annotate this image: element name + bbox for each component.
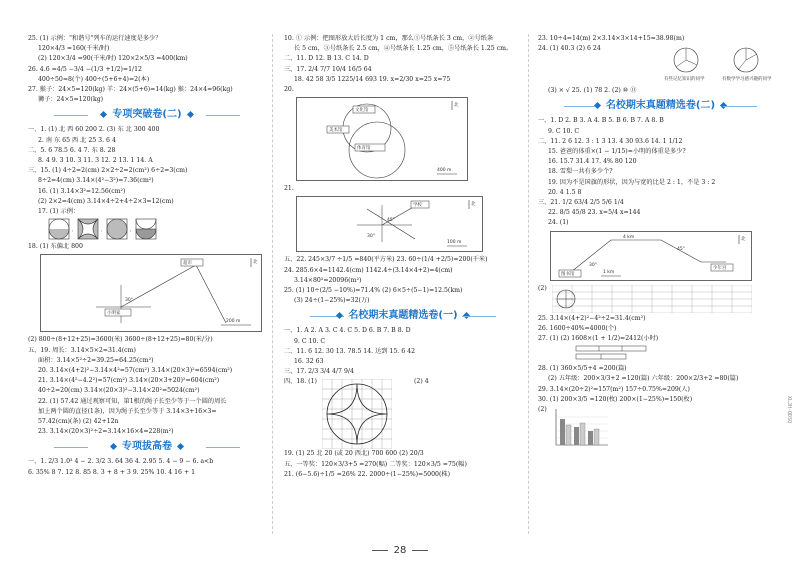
answer-line: 二、11. 6 12. 30 13. 78.5 14. 达到 15. 6 42	[284, 347, 416, 355]
answer-line: 一、1. 2/3 1.0³ 4 − 2. 3/2 3. 64 36 4. 2.95 5. 4 − 9 − 6. a<b	[28, 458, 214, 466]
answer-line: 28. (1) 360×5/5+4 =200(篇)	[538, 365, 627, 373]
answer-line: 一、1. D 2. B 3. A 4. B 5. B 6. B 7. A 8. B	[538, 117, 664, 125]
answer-line: 20. 4 1.5 8	[548, 188, 582, 196]
answer-line: 22. 8/5 45/8 23. x=5/4 x=144	[548, 209, 641, 217]
answer-line: 15. 爸爸的体重×(1 − 1/15)=小明的体重是多少?	[548, 148, 686, 156]
angle-label: 45°	[387, 218, 395, 224]
column-divider	[528, 34, 529, 534]
section-title: 名校期末真题精选卷(一)	[284, 306, 522, 326]
bar	[566, 425, 571, 445]
answer-column-3	[538, 34, 783, 451]
q18-grid-figure	[322, 379, 392, 449]
scale-label: 4 km	[623, 234, 635, 240]
answer-line: 18. 42 58 3/5 1225/14 693 19. x=2/30 x=25 x=75	[294, 75, 451, 83]
answer-line: 400÷50=8(个) 400÷(5+6+4)=2(本)	[38, 75, 150, 83]
q24-row	[538, 44, 783, 86]
answer-line: 120×4/3 =160(千米/时)	[38, 45, 110, 53]
q30-chart-row	[538, 405, 783, 451]
answer-line: 25. (1) 10÷(2/5 −10%)=71.4% (2) 6×5÷(5−1)=12.5(km)	[284, 287, 463, 295]
place-label: 文化馆	[355, 108, 369, 114]
q18-map-figure	[40, 254, 262, 332]
answer-line: 二、11. 2 6 12. 3 : 1 3 13. 4 30 93.6 14. 1 1/12	[538, 137, 683, 145]
answer-line: 16. (1) 3.14×3²=12.56(cm²)	[38, 187, 126, 195]
answer-line: 19. 因为不是国旗的形状，因为与宽的比是 2 : 1，不是 3 : 2	[548, 178, 716, 186]
bar	[560, 419, 565, 445]
answer-line: 26. 1600÷40%=4000(个)	[538, 324, 617, 332]
pie-caption: 有些记忆知识的同学	[664, 77, 705, 83]
answer-line: 面积：3.14×5²÷2=39.25=64.25(cm²)	[38, 356, 154, 364]
bar	[594, 429, 599, 445]
answer-line: 一、1. A 2. A 3. C 4. C 5. D 6. B 7. B 8. D	[284, 327, 411, 335]
answer-line: 27. 猴子：24×5=120(kg) 羊：24×(5+6)=14(kg) 猴：24×4=96(kg)	[28, 86, 233, 94]
answer-line: 23. 3.14×(20×3)²÷2=3.14×16×4=228(m²)	[38, 428, 174, 436]
answer-line: 21. 3.14×(4²−4.2²)=57(cm²) 3.14×(20×3+20)²=604(cm²)	[38, 377, 220, 385]
answer-line: 五、22. 245×3/7 ÷1/5 =840(平方米) 23. 60÷(1/4 +2/5)=200(千米)	[284, 256, 488, 264]
answer-line: 长 5 cm，③号纸条长 2.5 cm，④号纸条长 1.25 cm，⑤号纸条长 1.25 cm。	[294, 45, 513, 53]
answer-line: 30. (1) 200×3/5 =120(枚) 200×(1−25%)=150(枚)	[538, 395, 693, 403]
answer-line: 3.14×80²=20096(m²)	[294, 276, 362, 284]
section-title: 名校期末真题精选卷(二)	[538, 96, 783, 116]
column-divider	[272, 34, 273, 534]
angle-label: 30°	[367, 234, 375, 240]
answer-line: 狮子：24×5=120(kg)	[38, 96, 104, 104]
answer-line: (2) 五年级：200×3/3+2 =120(篇) 六年级：200×2/3+2 =80(篇)	[548, 375, 739, 383]
answer-line: (2)	[538, 406, 547, 414]
svg-text:,: ,	[101, 228, 103, 234]
answer-line: (3) × √ 25. (1) 78 2. (2) ⑩ ⑪	[548, 87, 637, 95]
side-code: XLJH-QDSQ	[786, 396, 792, 424]
angle-label: 45°	[677, 246, 685, 252]
pie-caption: 有数学学习感兴趣的同学	[722, 77, 772, 83]
answer-line: 57.42(cm)(条) (2) 42+12n	[38, 418, 119, 426]
scale-label: 100 m	[447, 240, 462, 246]
place-label: 小明家	[107, 311, 121, 317]
bar	[580, 423, 585, 445]
answer-line: 24. (1)	[548, 219, 569, 227]
bar	[588, 431, 593, 445]
north-label: 北	[454, 103, 459, 109]
answer-line: 9. C 10. C	[294, 337, 326, 345]
page-number: 28	[0, 545, 800, 556]
q27-bar-figure	[574, 344, 783, 362]
scale-label: 200 m	[226, 319, 241, 325]
answer-line: 40÷2=20(cm) 3.14×(20×3)²−3.14×20²=5024(cm²)	[38, 387, 200, 395]
answer-line: 18. 雪梨一共有多少个?	[548, 168, 613, 176]
q30-bar-chart	[550, 407, 610, 451]
section-title: 专项拔高卷	[28, 437, 266, 457]
answer-line: 三、17. 2/3 3/4 4/7 9/4	[284, 368, 354, 376]
answer-line: 17. (1) 示例：	[38, 208, 80, 216]
answer-line: 18. (1) 东偏北 800	[28, 243, 83, 251]
answer-line: 三、21. 1/2 63/4 2/5 5/6 1/4	[538, 199, 624, 207]
answer-line: 25. (1) 示例："和谐号"列车的运行速度是多少？	[28, 35, 162, 42]
answer-line: 24. (1) 40.3 (2) 6 24	[538, 45, 601, 53]
answer-line: 20.	[284, 86, 294, 94]
answer-line: 9. C 10. C	[548, 127, 580, 135]
scale-label: 400 m	[437, 168, 452, 174]
angle-label: 30°	[589, 262, 597, 268]
answer-line: 二、11. D 12. B 13. C 14. D	[284, 55, 369, 63]
q21-route-figure	[296, 196, 483, 252]
north-label: 北	[253, 260, 258, 266]
place-label: 超市	[183, 261, 192, 267]
q17-pattern-figure	[48, 218, 266, 240]
answer-line: 加上两个圆的直径(1条)，因为绳子长至少等于 3.14×3+16×3=	[38, 407, 217, 415]
answer-column-1	[28, 34, 266, 478]
q24-route-figure	[550, 231, 752, 281]
answer-line: 20. 3.14×(4+2)²−3.14×4²=57(cm²) 3.14×(20×3)²=6594(cm²)	[38, 367, 233, 375]
place-label: 学校	[413, 203, 422, 209]
north-label: 北	[741, 236, 746, 242]
svg-text:,: ,	[130, 228, 132, 234]
angle-label: 30°	[125, 298, 133, 304]
answer-line: 二、5. 6 78.5 6. 4 7. 东 8. 28	[28, 146, 116, 154]
answer-line: (3) 24÷(1−25%)=32(万)	[294, 297, 370, 305]
answer-line: (2) 4	[414, 378, 429, 386]
answer-line: 8. 4 9. 3 10. 3 11. 3 12. 2 13. 1 14. A	[38, 157, 153, 165]
place-label: 体育馆	[357, 146, 371, 152]
answer-line: 22. (1) 57.42 通过观察可知，第1根的绳子长至少等于一个圆的周长	[38, 397, 227, 405]
q18-figure-row	[284, 377, 522, 449]
q24-grid-figure	[552, 285, 752, 313]
pie-charts-figure	[658, 44, 778, 84]
answer-column-2	[284, 34, 522, 480]
place-label: 图书馆	[561, 271, 575, 277]
answer-line: 6. 35% 8 7. 12 8. 85 8. 3 + 8 + 3 9. 25% 10. 4 16 + 1	[28, 468, 196, 476]
answer-line: 21. (6−5.6)÷1/5 =26% 22. 2000÷(1−25%)=5000(株)	[284, 470, 450, 478]
north-label: 北	[471, 202, 476, 208]
q20-circles-figure	[296, 97, 468, 181]
q24-2-grid-row	[538, 284, 783, 314]
answer-line: (2) 800÷(8+12+25)=3600(米) 3600÷(8+12+25)=80(米/分)	[28, 336, 213, 344]
answer-line: (2) 120×3/4 =90(千米/时) 120×2×5/3 =400(km)	[38, 55, 188, 63]
answer-line: 10. ① 示例：把图形放大后长度为 1 cm，那么①号纸条长 3 cm，②号纸条	[284, 35, 494, 42]
answer-line: 三、17. 2/4 7/7 10/4 16/5 64	[284, 65, 372, 73]
answer-line: (2)	[538, 284, 547, 292]
section-title: 专项突破卷(二)	[28, 105, 266, 125]
answer-line: 16. 15.7 31.4 17. 4% 80 120	[548, 158, 637, 166]
answer-line: 19. (1) 25 北 20 (或 20 西北) 700 600 (2) 20/3	[284, 450, 424, 458]
answer-line: 五、一等奖：120×3/3+5 =270(幅) 二等奖：120×3/5 =75(幅)	[284, 460, 467, 468]
answer-line: 25. 3.14×(4+2)²−4²÷2=31.4(cm²)	[538, 314, 646, 322]
answer-line: 23. 10÷4=14(m) 2×3.14×3×14+15=38.98(m)	[538, 35, 685, 42]
answer-line: 一、1. (1) 北 西 60 200 2. (3) 东 北 300 400	[28, 126, 160, 134]
answer-line: 26. 4.6 =4/5 −3/4 −(1/3 +1/2)=1/12	[28, 65, 142, 73]
answer-line: 21.	[284, 185, 294, 193]
scale-label: 1 km	[603, 269, 615, 275]
bar	[574, 427, 579, 445]
answer-line: 三、15. (1) 4÷2=2(cm) 2×2÷2=2(cm²) 6÷2=3(cm)	[28, 167, 188, 175]
svg-text:,: ,	[72, 228, 74, 234]
answer-line: 8÷2=4(cm) 3.14×(4²−3²)=7.36(cm²)	[38, 177, 154, 185]
answer-line: 2. 南 东 65 西 北 25 3. 6 4	[38, 136, 116, 144]
answer-line: 五、19. 周长：3.14×5×2=31.4(cm)	[28, 346, 136, 354]
answer-line: 29. 3.14×(20÷2)²=157(m²) 157÷0.75%=209(人)	[538, 385, 690, 393]
place-label: 美术馆	[329, 128, 343, 134]
answer-line: 四、18. (1)	[284, 378, 317, 386]
answer-line: 24. 285.6×4=1142.4(cm) 1142.4÷(3.14×4+2)=4(cm)	[284, 266, 453, 274]
answer-line: 16. 32 63	[294, 358, 324, 366]
answer-line: 27. (1) (2) 1608×(1 + 1/2)=2412(小时)	[538, 335, 659, 343]
answer-line: (2) 2×2=4(cm) 3.14×4÷2+4÷2×3=12(cm)	[38, 197, 174, 205]
place-label: 少年宫	[713, 265, 727, 271]
